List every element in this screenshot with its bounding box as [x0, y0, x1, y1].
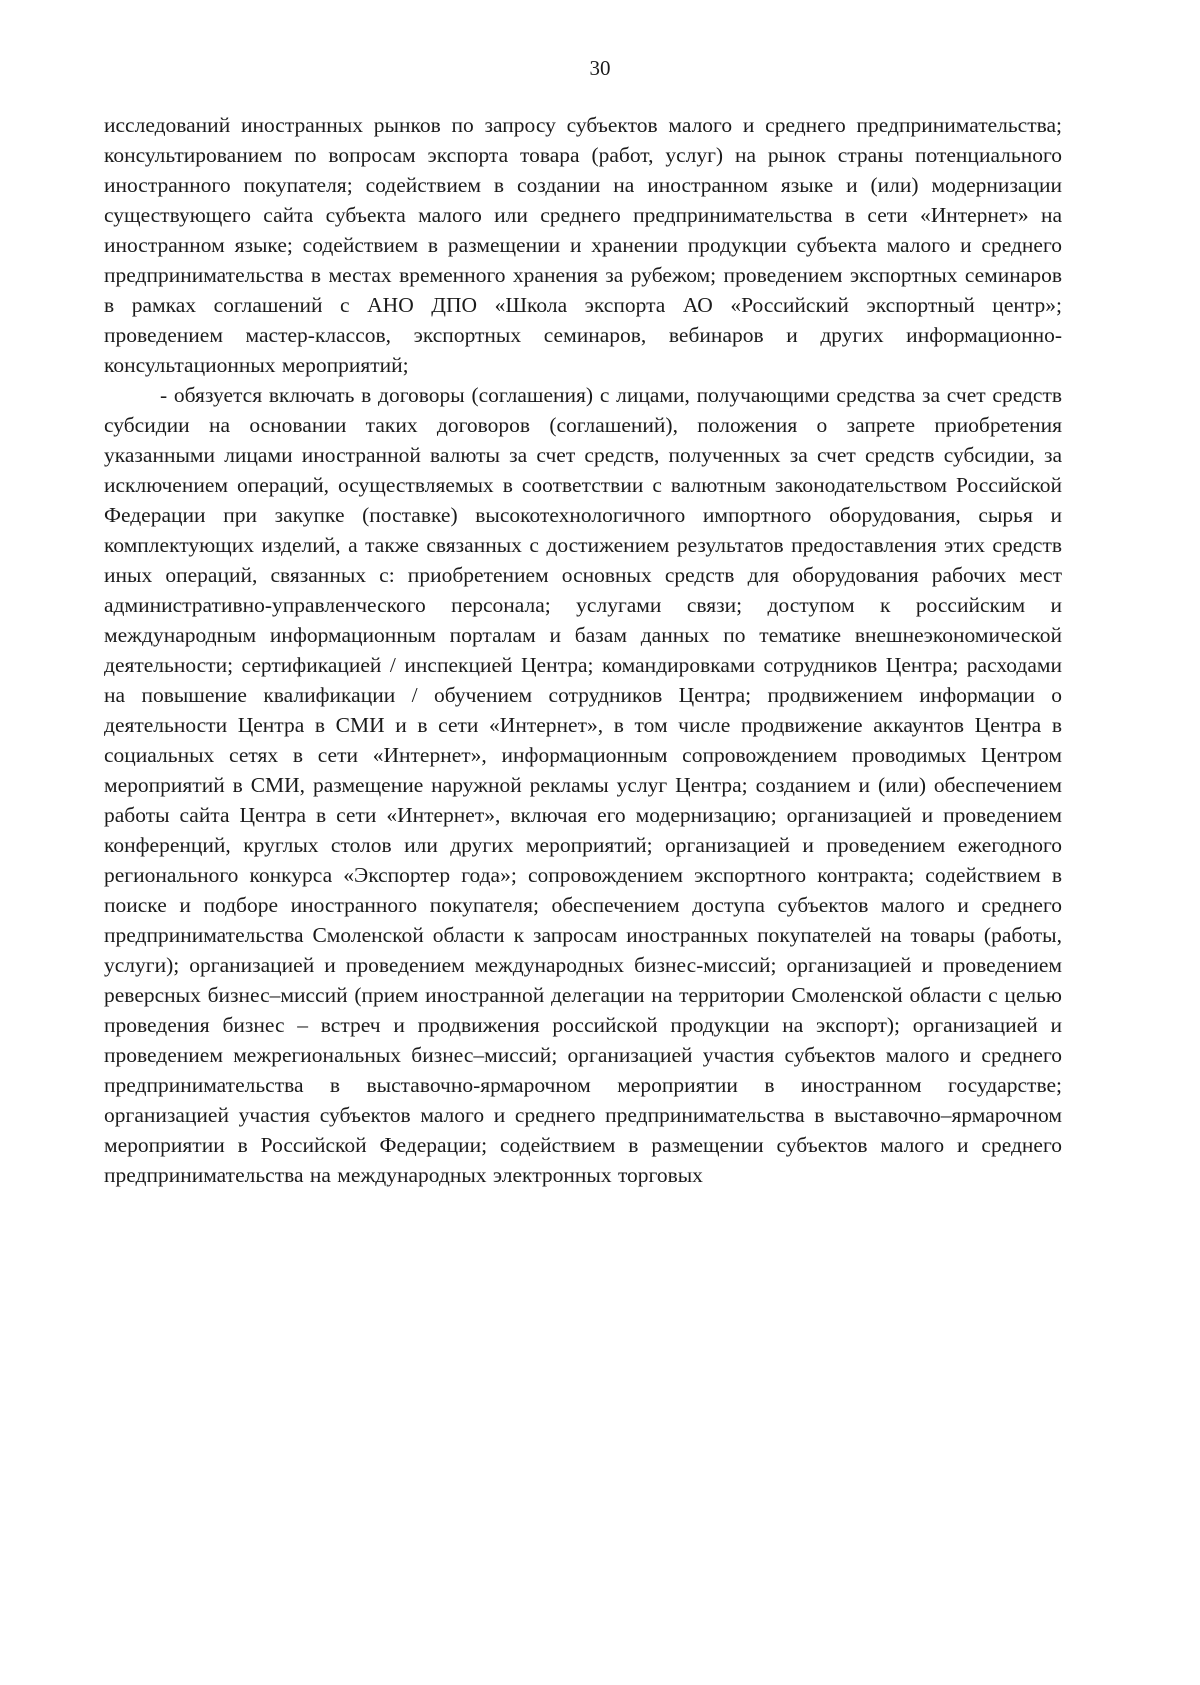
paragraph: - обязуется включать в договоры (соглашения) с лицами, получающими средства за счет средств субсидии на основании таких договоров (соглашений), положения о запрете приобретения указанными лицами иностранной валюты за счет средств, полученных за счет средств субсидии, за исключением операций, осуществляемых в соответствии с валютным законодательством Российской Федерации при закупке (поставке) высокотехнологичного импортного оборудования, сырья и комплектующих изделий, а также связанных с достижением результатов предоставления этих средств иных операций, связанных с: приобретением основных средств для оборудования рабочих мест административно-управленческого персонала; услугами связи; доступом к российским и международным информационным порталам и базам данных по тематике внешнеэкономической деятельности; сертификацией / инспекцией Центра; командировками сотрудников Центра; расходами на повышение квалификации / обучением сотрудников Центра; продвижением информации о деятельности Центра в СМИ и в сети «Интернет», в том числе продвижение аккаунтов Центра в социальных сетях в сети «Интернет», информационным сопровождением проводимых Центром мероприятий в СМИ, размещение наружной рекламы услуг Центра; созданием и (или) обеспечением работы сайта Центра в сети «Интернет», включая его модернизацию; организацией и проведением конференций, круглых столов или других мероприятий; организацией и проведением ежегодного регионального конкурса «Экспортер года»; сопровождением экспортного контракта; содействием в поиске и подборе иностранного покупателя; обеспечением доступа субъектов малого и среднего предпринимательства Смоленской области к запросам иностранных покупателей на товары (работы, услуги); организацией и проведением международных бизнес-миссий; организацией и проведением реверсных бизнес–миссий (прием иностранной делегации на территории Смоленской области с целью проведения бизнес – встреч и продвижения российской продукции на экспорт); организацией и проведением межрегиональных бизнес–миссий; организацией участия субъектов малого и среднего предпринимательства в выставочно-ярмарочном мероприятии в иностранном государстве; организацией участия субъектов малого и среднего предпринимательства в выставочно–ярмарочном мероприятии в Российской Федерации; содействием в размещении субъектов малого и среднего предпринимательства на международных электронных торговых [104, 383, 1062, 1187]
paragraph: исследований иностранных рынков по запросу субъектов малого и среднего предпринимательства; консультированием по вопросам экспорта товара (работ, услуг) на рынок страны потенциального иностранного покупателя; содействием в создании на иностранном языке и (или) модернизации существующего сайта субъекта малого или среднего предпринимательства в сети «Интернет» на иностранном языке; содействием в размещении и хранении продукции субъекта малого и среднего предпринимательства в местах временного хранения за рубежом; проведением экспортных семинаров в рамках соглашений с АНО ДПО «Школа экспорта АО «Российский экспортный центр»; проведением мастер-классов, экспортных семинаров, вебинаров и других информационно-консультационных мероприятий; [104, 113, 1062, 377]
page-number: 30 [589, 56, 611, 80]
page-content [104, 110, 1062, 1190]
